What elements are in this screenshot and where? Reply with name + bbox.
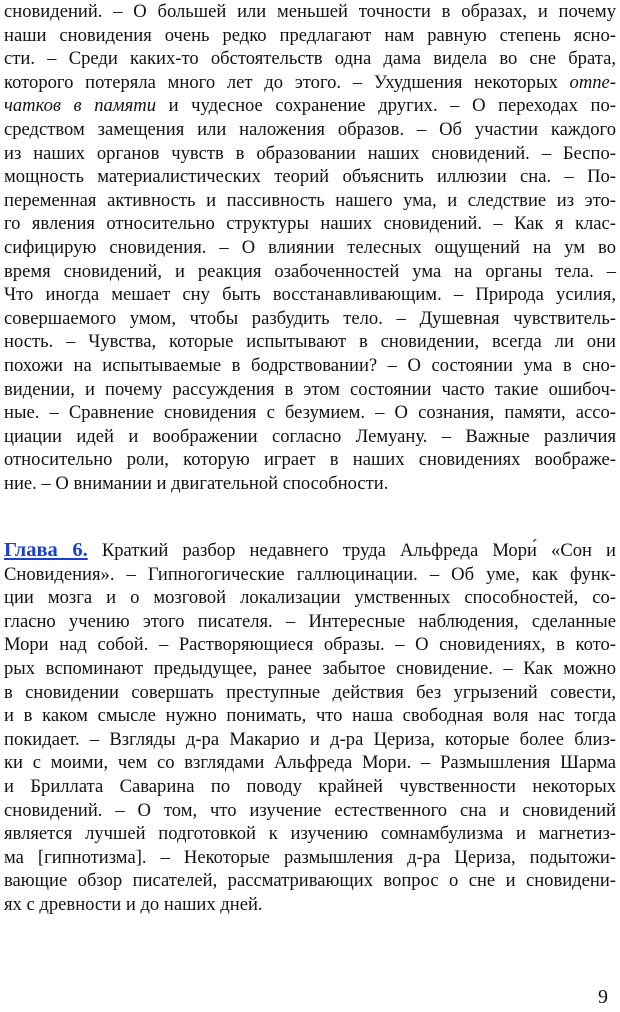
text-line: ях с древности и до наших дней. bbox=[4, 893, 263, 915]
text-line: гласно учению этого писателя. – Интересные наблюдения, сделанные bbox=[4, 610, 616, 632]
paragraph-2 bbox=[4, 539, 616, 917]
text-line: вающие обзор писателей, рассматривающих вопрос о сне и сновидени- bbox=[4, 870, 616, 892]
text-line: покидает. – Взгляды д-ра Макарио и д-ра Цериза, которые более близ- bbox=[4, 728, 616, 750]
page-number: 9 bbox=[598, 986, 608, 1008]
text-line: Сновидения». – Гипногогические галлюцинации. – Об уме, как функ- bbox=[4, 563, 616, 585]
italic-phrase: чатков в памяти bbox=[4, 95, 157, 117]
text-line: ные. – Сравнение сновидения с безумием. – О сознания, памяти, ассо- bbox=[4, 402, 616, 424]
text-segment: Краткий разбор недавнего труда Альфреда Мори́ «Сон и bbox=[87, 540, 616, 561]
text-line: похожи на испытываемые в бодрствовании? – О состоянии ума в сно- bbox=[4, 354, 616, 376]
text-line: ние. – О внимании и двигательной способности. bbox=[4, 472, 389, 494]
italic-phrase: отпе- bbox=[569, 71, 616, 93]
text-line: переменная активность и пассивность нашего ума, и следствие из это- bbox=[4, 189, 616, 211]
text-line: ма [гипнотизма]. – Некоторые размышления д-ра Цериза, подытожи- bbox=[4, 846, 616, 868]
text-line: время сновидений, и реакция озабоченностей ума на органы тела. – bbox=[4, 260, 616, 282]
text-line: совершаемого умом, чтобы разбудить тело. – Душевная чувствитель- bbox=[4, 307, 616, 329]
text-line bbox=[4, 539, 616, 563]
text-line: средством замещения или наложения образов. – Об участии каждого bbox=[4, 118, 616, 140]
text-line: сновидений. – О большей или меньшей точности в образах, и почему bbox=[4, 1, 616, 22]
text-line: относительно роли, которую играет в наших сновидениях воображе- bbox=[4, 449, 616, 471]
text-line: сифицирую сновидения. – О влиянии телесных ощущений на ум во bbox=[4, 236, 616, 258]
text-line: го явления относительно структуры наших сновидений. – Как я клас- bbox=[4, 213, 616, 235]
text-segment: и чудесное сохранение других. – О переходах по- bbox=[168, 95, 616, 117]
text-line: Мори над собой. – Растворяющиеся образы. – О сновидениях, в кото- bbox=[4, 634, 616, 656]
text-line bbox=[4, 71, 616, 95]
text-line: циации идей и воображении согласно Лемуану. – Важные различия bbox=[4, 425, 616, 447]
text-line: и Бриллата Саварина по поводу крайней чувственности некоторых bbox=[4, 775, 616, 797]
text-line: является лучшей подготовкой к изучению сомнамбулизма и магнетиз- bbox=[4, 823, 616, 845]
text-line: в сновидении совершать преступные действия без угрызений совести, bbox=[4, 681, 616, 703]
chapter-6-link[interactable]: Глава 6. bbox=[4, 539, 88, 561]
paragraph-1 bbox=[4, 0, 616, 495]
text-line bbox=[4, 94, 616, 118]
text-line: сти. – Среди каких-то обстоятельств одна дама видела во сне брата, bbox=[4, 48, 616, 70]
text-line: мощность материалистических теорий объяснить иллюзии сна. – По- bbox=[4, 166, 616, 188]
text-line: ки с моими, чем со взглядами Альфреда Мори. – Размышления Шарма bbox=[4, 752, 616, 774]
text-line: наши сновидения очень редко предлагают нам равную степень ясно- bbox=[4, 24, 616, 46]
text-line: сновидений. – О том, что изучение естественного сна и сновидений bbox=[4, 799, 616, 821]
text-line: ции мозга и о мозговой локализации умственных способностей, со- bbox=[4, 587, 616, 609]
text-line: видении, и почему рассуждения в этом состоянии часто такие ошибоч- bbox=[4, 378, 616, 400]
text-line: ность. – Чувства, которые испытывают в сновидении, всегда ли они bbox=[4, 331, 616, 353]
text-segment: которого потеряла много лет до этого. – Ухудшения некоторых bbox=[4, 71, 570, 93]
text-line: и в каком смысле нужно понимать, что наша свободная воля нас тогда bbox=[4, 705, 616, 727]
text-line: рых вспоминают предыдущее, ранее забытое сновидение. – Как можно bbox=[4, 657, 616, 679]
text-line: из наших органов чувств в образовании наших сновидений. – Беспо- bbox=[4, 142, 616, 164]
text-line: Что иногда мешает сну быть восстанавливающим. – Природа усилия, bbox=[4, 284, 616, 306]
